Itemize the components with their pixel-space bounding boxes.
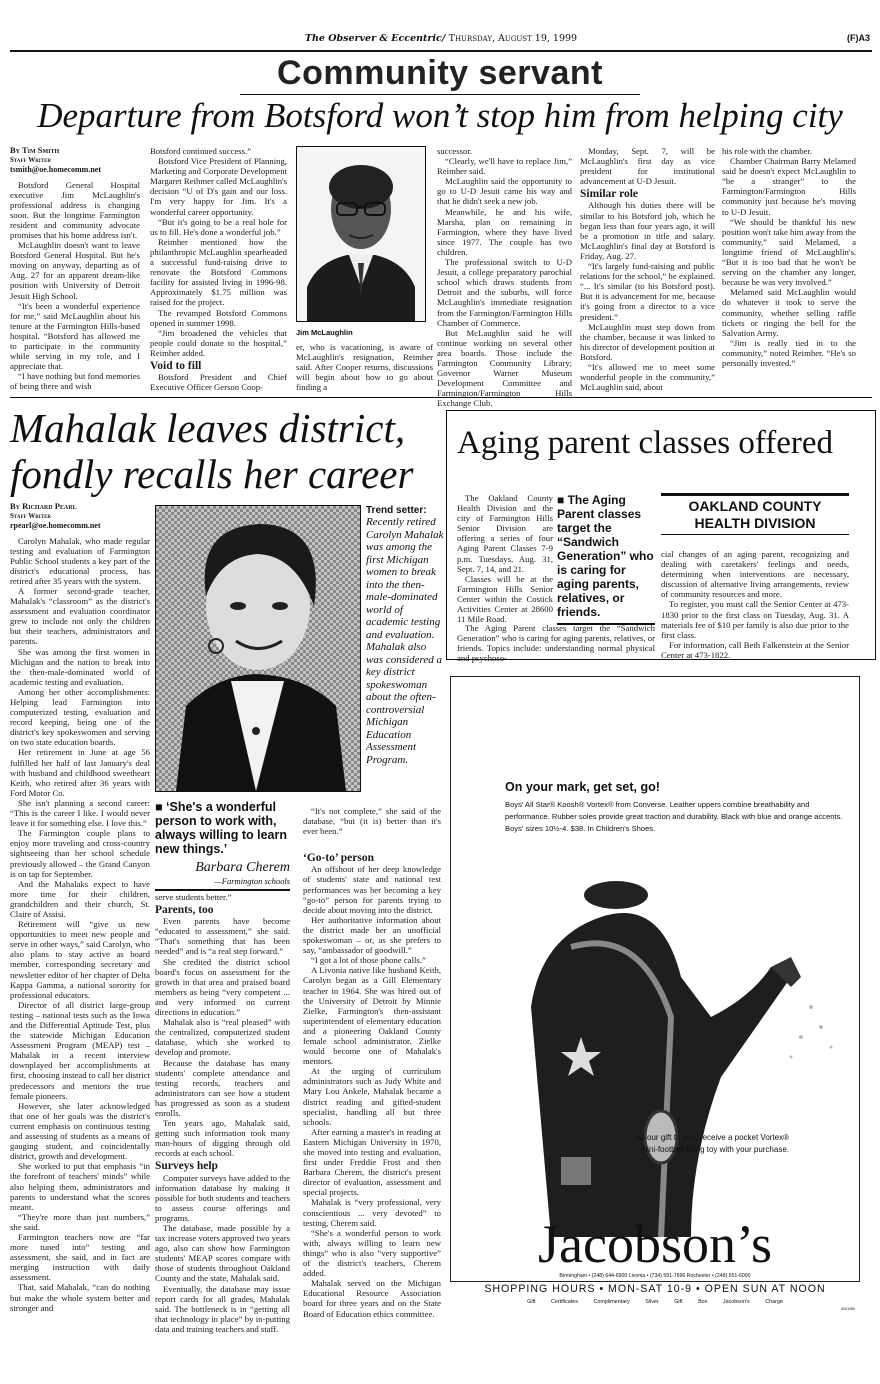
masthead bbox=[10, 30, 872, 52]
paper-name: The Observer & Eccentric/ bbox=[304, 33, 446, 44]
paragraph: Director of all district large-group testing – national tests such as the Iowa and the Differential Aptitude Test, plus the statewide Michigan Education Assessment Program (MEAP) test – Mahalak in a recent interview downplayed her accomplishments at first, choosing instead to call her district predecessors and mentors the true female pioneers. bbox=[10, 999, 150, 1101]
story3-col2 bbox=[661, 549, 849, 660]
story2-col1-text bbox=[10, 536, 150, 1313]
pullquote-rule bbox=[155, 889, 290, 891]
story2-headline-line1: Mahalak leaves district, bbox=[10, 405, 406, 451]
ad-code: 8/4/1989 bbox=[841, 1307, 855, 1311]
byline-role: Staff Writer bbox=[10, 511, 52, 520]
paragraph: McLaughlin doesn't want to leave Botsford General Hospital. But he's moving on anyway, departing as of Aug. 27 for an apparent dream-like position with University of Detroit Jesuit High School. bbox=[10, 240, 140, 301]
paragraph: Her retirement in June at age 56 fulfilled her half of last January's deal with husband and childhood sweetheart Keith, who retired after 36 years with Ford Motor Co. bbox=[10, 747, 150, 798]
story3-headline: Aging parent classes offered bbox=[457, 425, 834, 461]
paragraph: Mahalak served on the Michigan Educational Resource Association board for three years and on the State Board of Education ethics committee. bbox=[303, 1278, 441, 1319]
story1-col2 bbox=[150, 146, 287, 392]
shopping-hours: SHOPPING HOURS • MON-SAT 10-9 • OPEN SUN AT NOON bbox=[484, 1283, 826, 1295]
story1-col6 bbox=[722, 146, 856, 368]
paragraph: er, who is vacationing, is aware of McLaughlin's resignation, Reimher said. After Cooper returns, discussions will begin about how to go about finding a bbox=[296, 342, 433, 393]
pullquote-name: Barbara Cherem bbox=[195, 860, 290, 875]
paragraph: The revamped Botsford Commons opened in summer 1998. bbox=[150, 307, 287, 328]
subhead-surveys-help: Surveys help bbox=[155, 1160, 218, 1173]
paragraph: Ten years ago, Mahalak said, getting such information took many man-hours of digging through old records at each school. bbox=[155, 1118, 290, 1159]
paragraph: successor. bbox=[437, 146, 472, 156]
paragraph: Botsford continued success.” bbox=[150, 146, 252, 156]
paragraph: Carolyn Mahalak, who made regular testing and evaluation of Farmington Public School students a key part of the district's educational process, has retired after 35 years with the system. bbox=[10, 535, 150, 586]
footer-gift-certificates: Gift Certificates bbox=[527, 1299, 578, 1305]
paragraph: “Clearly, we'll have to replace Jim,” Reimher said. bbox=[437, 156, 572, 177]
portrait-silhouette-icon bbox=[297, 147, 425, 321]
story2-headline-line2: fondly recalls her career bbox=[10, 451, 414, 497]
caption-label: Trend setter: bbox=[366, 505, 427, 516]
paragraph: Chamber Chairman Barry Melamed said he doesn't expect McLaughlin to “be a stranger” to the Farmington/Farmington Hills community just because he's moving to U-D Jesuit. bbox=[722, 156, 856, 217]
paragraph: McLaughlin said the opportunity to go to U-D Jesuit came his way and that he didn't seek a new job. bbox=[437, 176, 572, 207]
paragraph: For information, call Beth Falkenstein at the Senior Center at 473-1822. bbox=[661, 639, 849, 660]
subhead-void-to-fill: Void to fill bbox=[150, 359, 202, 372]
portrait-silhouette-icon bbox=[156, 506, 360, 791]
paragraph: She isn't planning a second career: “This is the career I like. I would never leave it for something else. I love this.” bbox=[10, 797, 150, 829]
aging-parent-box bbox=[446, 410, 876, 664]
story1-col1 bbox=[10, 146, 140, 391]
story1-kicker: Community servant bbox=[240, 54, 640, 95]
oakland-county-logo: OAKLAND COUNTY HEALTH DIVISION bbox=[661, 493, 849, 535]
paragraph: The professional switch to U-D Jesuit, a college preparatory parochial school which draws students from Detroit and the suburbs, will force McLaughlin's immediate resignation from the Farmington/Farmington Hills Chamber of Commerce. bbox=[437, 257, 572, 328]
footer-charge: Jacobson's Charge bbox=[722, 1299, 783, 1305]
byline-email[interactable]: rpearl@oe.homecomm.net bbox=[10, 521, 101, 530]
story2-byline bbox=[10, 502, 150, 531]
pullquote-text bbox=[557, 493, 655, 619]
story2-col2 bbox=[155, 892, 290, 1334]
mclaughlin-photo bbox=[296, 146, 426, 322]
jacobsons-ad[interactable] bbox=[450, 676, 860, 1311]
ad-headline: On your mark, get set, go! bbox=[505, 780, 660, 794]
paragraph: “They're more than just numbers,” she said. bbox=[10, 1211, 150, 1232]
paragraph: “It's largely fund-raising and public relations for the school,” he explained. “... It's similar (to his Botsford post). But it is advancement for me, because it's going from a director to a vice president.” bbox=[580, 261, 715, 322]
byline-name: By Richard Pearl bbox=[10, 501, 77, 511]
ad-gift-offer: As our gift to you, receive a pocket Vortex® mini-football flying toy with your purchase. bbox=[635, 1133, 789, 1154]
paragraph: “She's a wonderful person to work with, always willing to learn new things” who is also “very supportive” of the district's teachers, Cherem added. bbox=[303, 1227, 441, 1279]
story3-pullquote bbox=[557, 493, 655, 625]
paragraph: That, said Mahalak, “can do nothing but make the whole system better and stronger and bbox=[10, 1282, 150, 1313]
paragraph: “I got a lot of those phone calls.” bbox=[311, 955, 426, 966]
paragraph: She credited the district school board's focus on assessment for the growth in that area and praised board members as being “very competent ... and very informed on current directions in education.” bbox=[155, 956, 290, 1018]
story1-col5 bbox=[580, 146, 715, 392]
paragraph: She worked to put that emphasis “in the forefront of teachers' minds” while also helping them, administrators and parents to understand what the scores meant. bbox=[10, 1161, 150, 1212]
store-locations: Birmingham • (248) 644-6900 Livonia • (734) 591-7696 Rochester • (248) 651-6000 bbox=[559, 1273, 751, 1279]
byline-email[interactable]: tsmith@oe.homecomm.net bbox=[10, 165, 101, 174]
paragraph: And the Mahalaks expect to have more time for their children, grandchildren and their church, St. Claire of Assisi. bbox=[10, 878, 150, 919]
paragraph: Botsford General Hospital executive Jim McLaughlin's professional address is changing soon. But the longtime Farmington resident and community advocate promises that his home address isn't. bbox=[10, 179, 140, 240]
story3-col1b bbox=[457, 623, 655, 663]
paragraph: Monday, Sept. 7, will be McLaughlin's first day as vice president for institutional advancement at U-D Jesuit. bbox=[580, 146, 715, 187]
photo-caption-mahalak bbox=[366, 505, 446, 766]
pullquote-quote: ‘She's a wonderful person to work with, always willing to learn new things.’ bbox=[155, 800, 287, 856]
pullquote-quote: The Aging Parent classes target the “Sandwich Generation” who is caring for aging parents, relatives, or friends. bbox=[557, 493, 654, 619]
paragraph: Botsford President and Chief Executive Officer Gerson Coop- bbox=[150, 372, 287, 393]
story1-byline bbox=[10, 146, 140, 175]
paragraph: Meanwhile, he and his wife, Marsha, plan on remaining in Farmington, where they have lived since 1977. The couple has two children. bbox=[437, 206, 572, 257]
section-divider bbox=[10, 397, 872, 398]
paragraph: Farmington teachers now are “far more tuned into” testing and assessment, she said, and in fact are merging instruction with daily assessment. bbox=[10, 1231, 150, 1283]
page-number: (F)A3 bbox=[847, 33, 870, 43]
subhead-parents-too: Parents, too bbox=[155, 904, 214, 917]
paragraph: She was among the first women in Michigan and the nation to break into the then-male-dominated world of academic testing and evaluation. bbox=[10, 646, 150, 687]
story1-col1-text bbox=[10, 180, 140, 392]
paragraph: Mahalak is “very professional, very conscientious ... very devoted” to testing, Cherem said. bbox=[303, 1197, 441, 1228]
subhead-similar-role: Similar role bbox=[580, 188, 639, 201]
paragraph: Although his duties there will be similar to his Botsford job, which he began less than four years ago, it will be a promotion in title and salary. McLaughlin's final day at Botsford is Friday, Aug. 27. bbox=[580, 200, 715, 261]
masthead-title bbox=[10, 33, 872, 44]
ad-body: Boys' All Star® Koosh® Vortex® from Converse. Leather uppers combine breathability and performance. Rubber soles provide great traction and durability. Black with blue and orange accents. Boys' sizes 10½-4. $38. In Children's Shoes. bbox=[505, 800, 843, 833]
paragraph: After earning a master's in reading at Eastern Michigan University in 1970, she moved into testing and evaluation, first under Freddie Frost and then Barbara Cherem, the district's present director of evaluation, assessment and special projects. bbox=[303, 1126, 441, 1198]
story2-col3 bbox=[303, 806, 441, 1319]
story1-col4 bbox=[437, 146, 572, 408]
paragraph: “I have nothing but fond memories of being there and wish bbox=[10, 371, 140, 392]
paragraph: But McLaughlin said he will continue working on several other area boards. Those include the Farmington Community Library; Governor Warner Museum Development Committee and Farmington/Farmington Hills Exchange Club. bbox=[437, 327, 572, 409]
paragraph: At the urging of curriculum administrators such as Judy White and Mary Lou Ankele, Mahalak became a district reading and gifted-student specialist, handling all but three schools. bbox=[303, 1066, 441, 1127]
byline-name: By Tim Smith bbox=[10, 145, 60, 155]
paragraph: cial changes of an aging parent, recognizing and dealing with caretakers' feelings and needs, determining when interventions are necessary, discussion of alternative living arrangements, review of community resources and more. bbox=[661, 549, 849, 600]
paragraph: “It's allowed me to meet some wonderful people in the community,” McLaughlin said, about bbox=[580, 361, 715, 393]
byline-role: Staff Writer bbox=[10, 155, 52, 164]
paragraph: “But it's going to be a real hole for us to fill. He's done a wonderful job.” bbox=[150, 216, 287, 237]
story2-pullquote bbox=[155, 800, 290, 891]
paragraph: Botsford Vice President of Planning, Marketing and Corporate Development Margaret Reihmer called McLaughlin's decision “U of D's gain and our loss. I'm very happy for Jim. It's a wonderful career opportunity. bbox=[150, 156, 287, 217]
paragraph: Retirement will “give us new opportunities to meet new people and serve in other ways,” said Carolyn, who also plans to stay active as board member, corresponding secretary and newsletter editor of her chapter of Delta Kappa Gamma, a national sorority for professional educators. bbox=[10, 919, 150, 1000]
paragraph: Even parents have become “educated to assessment,” she said. “That's something that has been needed” and is “a real step forward.” bbox=[155, 916, 290, 957]
sneaker-icon bbox=[491, 857, 851, 1237]
paragraph: The database, made possible by a tax increase voters approved two years ago, also can show how Farmington students' MEAP scores compare with those of students throughout Oakland County and the state, Mahalak said. bbox=[155, 1223, 290, 1284]
paragraph: An offshoot of her deep knowledge of students' state and national test performances was her becoming a key “go-to” person for parents trying to decide about moving into the district. bbox=[303, 864, 441, 915]
paragraph: “It's been a wonderful experience for me,” said McLaughlin about his tenure at the Farmington Hills-based hospital. “Botsford has allowed me to participate in the community while serving in my role, and I appreciate that. bbox=[10, 300, 140, 372]
paragraph: The Farmington couple plans to enjoy more traveling and cross-country sightseeing than her school schedule previously allowed – the Grand Canyon is on tap for September. bbox=[10, 828, 150, 879]
paragraph: Melamed said McLaughlin would do whatever it took to serve the community, whether selling raffle tickets or ringing the bell for the Salvation Army. bbox=[722, 287, 856, 338]
paragraph: “It's not complete,” she said of the database, “but (it is) better than it's ever been.” bbox=[303, 806, 441, 837]
mahalak-photo bbox=[155, 505, 361, 792]
square-bullet-icon: ■ bbox=[155, 800, 167, 814]
paragraph: Computer surveys have added to the information database by making it possible for both students and teachers to assess course offerings and programs. bbox=[155, 1172, 290, 1223]
paragraph: Among her other accomplishments: Helping lead Farmington into computerized testing, evaluation and record keeping, being one of the district's key spokeswomen and serving on two state education boards. bbox=[10, 686, 150, 748]
footer-gift-box: Complimentary Silver Gift Box bbox=[593, 1299, 708, 1305]
paragraph: “We should be thankful his new position won't take him away from the community,” said Melamed, a longtime friend of McLaughlin's. “But it is too bad that he won't be serving on the chamber any longer, because he was very involved.” bbox=[722, 216, 856, 288]
paragraph: his role with the chamber. bbox=[722, 146, 812, 156]
jacobsons-logo: Jacobson’s bbox=[538, 1214, 772, 1274]
paragraph: The Oakland County Health Division and the city of Farmington Hills Senior Division are offering a series of four Aging Parent Classes 7-9 p.m. Tuesdays, Aug. 31, Sept. 7, 14, and 21. bbox=[457, 493, 553, 574]
pullquote-text bbox=[155, 800, 290, 856]
paragraph: serve students better.” bbox=[155, 892, 232, 902]
paragraph: A former second-grade teacher, Mahalak's “classroom” as the district's assessment and evaluation coordinator grew to include not only the children but their teachers, administrators and parents. bbox=[10, 585, 150, 647]
caption-text: Recently retired Carolyn Mahalak was among the first Michigan women to break into the then-male-dominated world of academic testing and evaluation. Mahalak also was considered a key district spokeswoman about the often-controversial Michigan Education Assessment Program. bbox=[366, 516, 444, 766]
subhead-go-to-person: ‘Go-to’ person bbox=[303, 852, 375, 865]
paragraph: “Jim broadened the vehicles that people could donate to the hospital,” Reimher added. bbox=[150, 327, 287, 358]
paragraph: McLaughlin must step down from the chamber, because it was linked to his director of development position at Botsford. bbox=[580, 321, 715, 362]
paragraph: Reimher mentioned how the philanthropic McLaughlin spearheaded a successful fund-raising drive to renovate the Botsford Commons facility for assisted living in 1996-98. Approximately $1.75 million was raised for the project. bbox=[150, 236, 287, 308]
paragraph: “Jim is really tied in to the community,” noted Reimher. “He's so personally invested.” bbox=[722, 337, 856, 368]
paragraph: However, she later acknowledged that one of her goals was the district's current emphasis on continuous testing and assessing of students as a means of gauging student, and coincidentally district, growth and development. bbox=[10, 1100, 150, 1162]
story1-col3 bbox=[296, 342, 433, 392]
issue-date: Thursday, August 19, 1999 bbox=[448, 33, 578, 44]
square-bullet-icon: ■ bbox=[557, 493, 568, 507]
story2-col1 bbox=[10, 502, 150, 1313]
paragraph: Because the database has many students' complete attendance and testing records, teachers and administrators can see how a student has progressed as soon as a student enrolls. bbox=[155, 1057, 290, 1118]
paragraph: Eventually, the database may issue report cards for all grades, Mahalak said. The bottleneck is in “getting all that technology in place” by in-putting data and training teachers and staff. bbox=[155, 1283, 290, 1334]
paragraph: To register, you must call the Senior Center at 473-1830 prior to the first class on Tuesday, Aug. 31. A materials fee of $10 per family is also due prior to the first class. bbox=[661, 599, 849, 640]
paragraph: A Livonia native like husband Keith, Carolyn began as a Gill Elementary teacher in 1964. She was hired out of the University of Detroit by Minnie Zielke, Farmington's then-assistant superintendent of elementary education and a pioneering Oakland County female school administrator. Zielke would become one of Mahalak's mentors. bbox=[303, 965, 441, 1067]
paragraph: The Aging Parent classes target the “Sandwich Generation” who is caring for aging parents, relatives, or friends. Topics include: understanding normal physical and psychoso- bbox=[457, 623, 655, 664]
paragraph: Her authoritative information about the district made her an unofficial spokeswoman – or, as she prefers to say, “ambassador of goodwill.” bbox=[303, 914, 441, 956]
story3-col1 bbox=[457, 493, 553, 624]
paragraph: Classes will be at the Farmington Hills Senior Center within the Costick Activities Center at 28600 11 Mile Road. bbox=[457, 573, 553, 625]
pullquote-org: —Farmington schools bbox=[214, 876, 290, 886]
photo-caption: Jim McLaughlin bbox=[296, 328, 353, 337]
story2-headline bbox=[10, 405, 440, 497]
story1-headline: Departure from Botsford won’t stop him from helping city bbox=[37, 96, 843, 135]
paragraph: Mahalak also is “real pleased” with the centralized, computerized student database, which she worked to develop and promote. bbox=[155, 1017, 290, 1058]
ad-footer bbox=[451, 1299, 859, 1305]
